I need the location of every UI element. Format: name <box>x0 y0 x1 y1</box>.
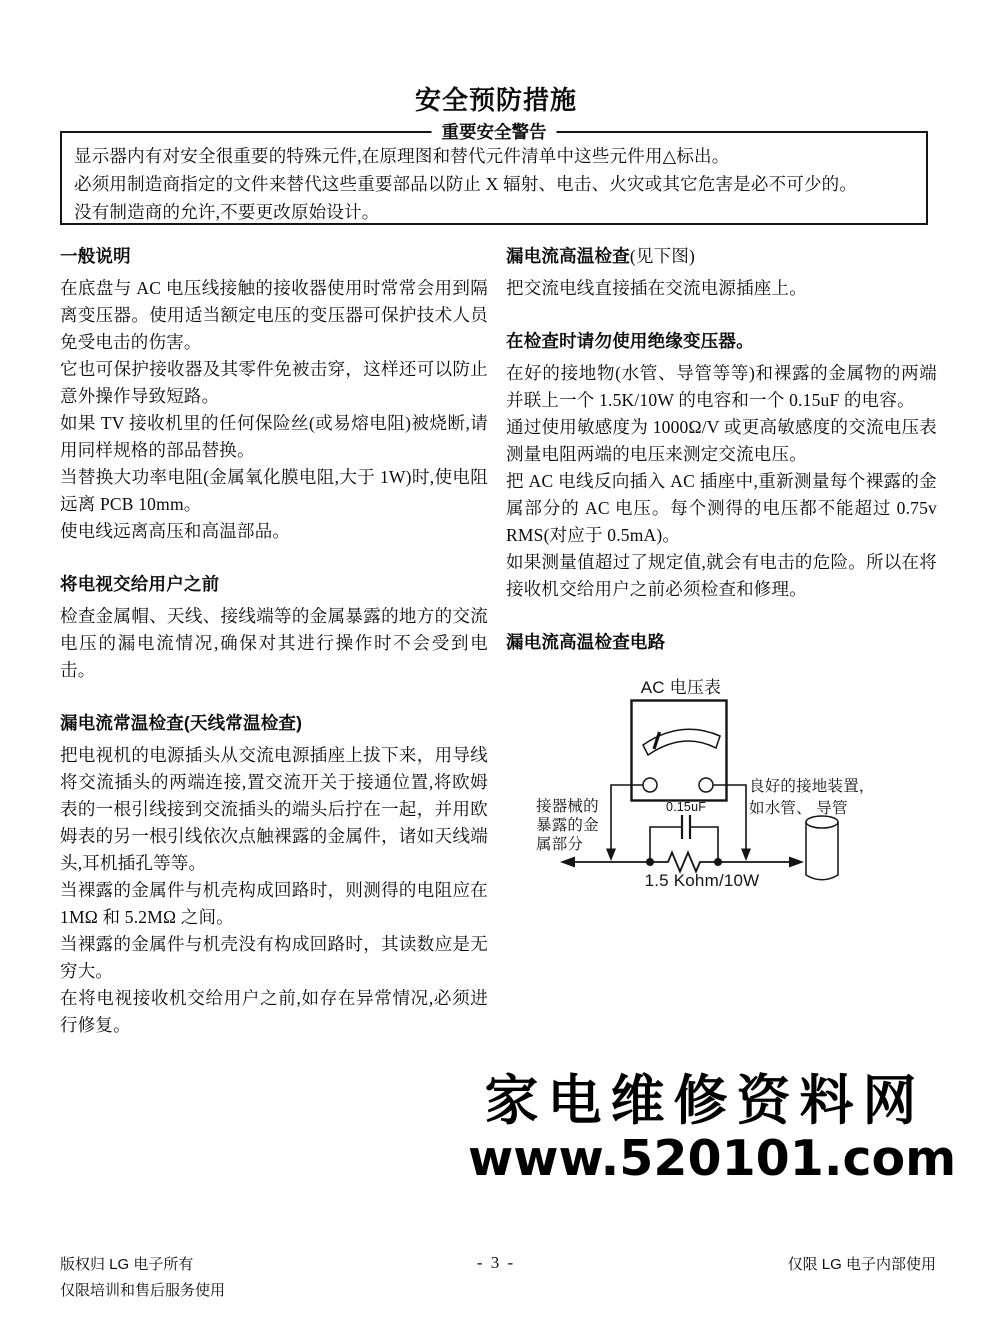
paragraph: 把电视机的电源插头从交流电源插座上拔下来，用导线将交流插头的两端连接,置交流开关于接通位置,将欧姆表的一根引线接到交流插头的端头后拧在一起，并用欧姆表的另一根引线依次点触裸露的金属件，诸如天线端头,耳机插孔等等。 <box>60 745 488 873</box>
meter-terminal-left <box>643 778 657 792</box>
arrow-left <box>560 857 575 868</box>
footer-copyright-line1: 版权归 LG 电子所有 <box>60 1256 194 1273</box>
paragraph: 当裸露的金属件与机壳构成回路时，则测得的电阻应在 1MΩ 和 5.2MΩ 之间。 <box>60 880 488 927</box>
page-number: - 3 - <box>476 1253 516 1272</box>
paragraph: 把交流电线直接插在交流电源插座上。 <box>506 278 807 298</box>
page-title: 安全预防措施 <box>414 85 577 115</box>
meter-needle <box>654 732 660 749</box>
arrow-down-right <box>741 849 751 862</box>
footer-copyright-line2: 仅限培训和售后服务使用 <box>60 1282 226 1299</box>
section-heading-no-isolation-transformer: 在检查时请勿使用绝缘变压器。 <box>506 331 754 351</box>
section-heading-before-returning-tv: 将电视交给用户之前 <box>60 574 220 594</box>
heading-note: (见下图) <box>629 246 696 266</box>
capacitor-value-label: 0.15uF <box>665 800 707 814</box>
arrow-down-left <box>606 849 616 862</box>
heading-text: 漏电流高温检查 <box>506 246 630 266</box>
paragraph: 在将电视接收机交给用户之前,如存在异常情况,必须进行修复。 <box>60 988 488 1035</box>
ground-label-line1: 良好的接地装置， <box>749 778 875 795</box>
paragraph: 如果测量值超过了规定值,就会有电击的危险。所以在将接收机交给用户之前必须检查和修理。 <box>506 552 937 599</box>
arrow-right <box>789 857 804 868</box>
paragraph: 当裸露的金属件与机壳没有构成回路时，其读数应是无穷大。 <box>60 934 488 981</box>
meter-terminal-right <box>699 778 713 792</box>
paragraph: 使电线远离高压和高温部品。 <box>60 521 291 541</box>
probe-label-line3: 属部分 <box>536 836 584 853</box>
right-column <box>506 243 937 907</box>
warning-line: 必须用制造商指定的文件来替代这些重要部品以防止 X 辐射、电击、火灾或其它危害是必不可少的。 <box>74 174 858 194</box>
important-safety-warning-box <box>60 122 928 225</box>
section-heading-general-notes: 一般说明 <box>60 246 131 266</box>
paragraph: 在底盘与 AC 电压线接触的接收器使用时常常会用到隔离变压器。使用适当额定电压的变压器可保护技术人员免受电击的伤害。 <box>60 278 488 352</box>
paragraph: 检查金属帽、天线、接线端等的金属暴露的地方的交流电压的漏电流情况,确保对其进行操作时不会受到电击。 <box>60 606 488 680</box>
section-heading-leakage-cold-check: 漏电流常温检查(天线常温检查) <box>60 713 303 733</box>
paragraph: 如果 TV 接收机里的任何保险丝(或易熔电阻)被烧断,请用同样规格的部品替换。 <box>60 413 488 460</box>
warning-box-label: 重要安全警告 <box>432 121 557 143</box>
paragraph: 它也可保护接收器及其零件免被击穿，这样还可以防止意外操作导致短路。 <box>60 359 488 406</box>
ground-label-line2: 如水管、 导管 <box>749 800 848 817</box>
warning-box-body <box>62 133 926 226</box>
capacitor-branch-wire <box>650 827 718 862</box>
ground-pipe-top <box>806 816 838 828</box>
footer-internal-use-note: 仅限 LG 电子内部使用 <box>787 1256 936 1273</box>
probe-label-line1: 接器械的 <box>536 798 599 815</box>
section-heading-hot-check-circuit: 漏电流高温检查电路 <box>506 632 666 652</box>
watermark <box>468 1068 957 1187</box>
warning-line: 显示器内有对安全很重要的特殊元件,在原理图和替代元件清单中这些元件用△标出。 <box>74 146 730 166</box>
watermark-site-name: 家电维修资料网 <box>484 1071 926 1131</box>
ac-voltmeter-label: AC 电压表 <box>640 678 722 697</box>
left-column <box>60 243 488 1039</box>
warning-line: 没有制造商的允许,不要更改原始设计。 <box>74 202 380 222</box>
section-heading-leakage-hot-check <box>506 245 937 267</box>
paragraph: 通过使用敏感度为 1000Ω/V 或更高敏感度的交流电压表测量电阻两端的电压来测定交流电压。 <box>506 417 937 464</box>
leakage-hot-check-circuit-diagram <box>506 662 937 907</box>
probe-label-line2: 暴露的金 <box>536 817 599 834</box>
ground-pipe-body <box>806 822 838 880</box>
watermark-site-url: www.520101.com <box>468 1130 957 1187</box>
paragraph: 在好的接地物(水管、导管等等)和裸露的金属物的两端并联上一个 1.5K/10W 的电容和一个 0.15uF 的电容。 <box>506 363 937 410</box>
main-line-with-resistor <box>574 853 790 872</box>
paragraph: 当替换大功率电阻(金属氧化膜电阻,大于 1W)时,使电阻远离 PCB 10mm。 <box>60 467 488 514</box>
paragraph: 把 AC 电线反向插入 AC 插座中,重新测量每个裸露的金属部分的 AC 电压。每个测得的电压都不能超过 0.75v RMS(对应于 0.5mA)。 <box>506 471 937 545</box>
wire-meter-left <box>611 785 643 849</box>
resistor-value-label: 1.5 Kohm/10W <box>644 871 760 890</box>
